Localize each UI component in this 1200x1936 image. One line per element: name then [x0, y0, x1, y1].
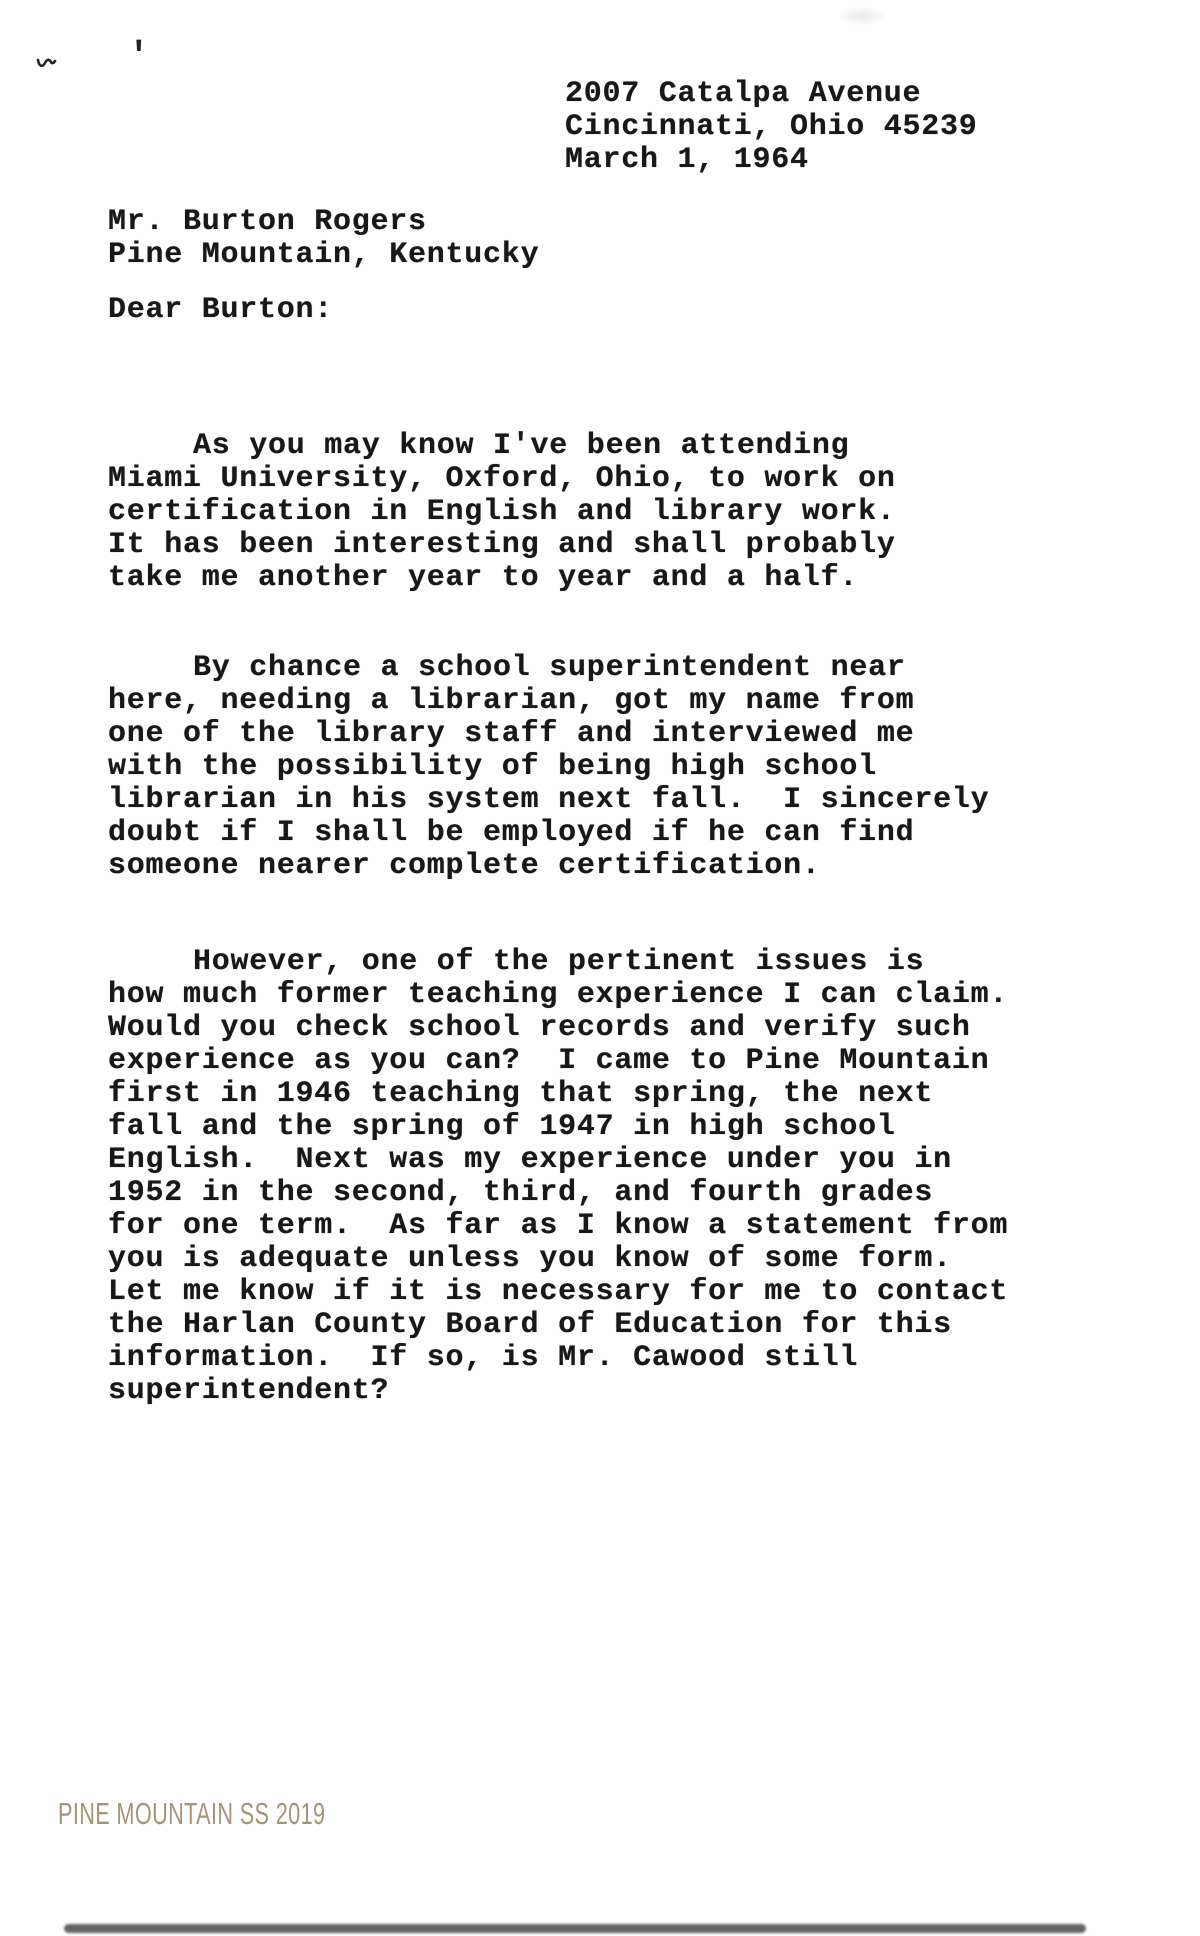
letter-line: fall and the spring of 1947 in high school [108, 1110, 896, 1144]
return-address-line: Cincinnati, Ohio 45239 [565, 110, 978, 144]
return-address-block [565, 78, 978, 177]
letter-paragraph [108, 652, 989, 883]
letter-line: here, needing a librarian, got my name from [108, 684, 915, 718]
letter-line: doubt if I shall be employed if he can find [108, 816, 915, 850]
pen-squiggle-icon [36, 55, 58, 73]
letter-line: one of the library staff and interviewed me [108, 717, 915, 751]
letter-line: the Harlan County Board of Education for this [108, 1308, 952, 1342]
letter-line: As you may know I've been attending [193, 429, 850, 463]
recipient-name: Mr. Burton Rogers [108, 205, 427, 239]
letter-line: information. If so, is Mr. Cawood still [108, 1341, 859, 1375]
letter-line: you is adequate unless you know of some form. [108, 1242, 952, 1276]
letter-line: someone nearer complete certification. [108, 849, 821, 883]
letter-line: However, one of the pertinent issues is [193, 945, 925, 979]
salutation: Dear Burton: [108, 293, 334, 327]
letter-line: It has been interesting and shall probably [108, 528, 896, 562]
letter-line: first in 1946 teaching that spring, the next [108, 1077, 934, 1111]
letter-date: March 1, 1964 [565, 143, 809, 177]
letter-line: By chance a school superintendent near [193, 651, 906, 685]
letter-line: certification in English and library work. [108, 495, 896, 529]
return-address-line: 2007 Catalpa Avenue [565, 77, 922, 111]
letter-line: experience as you can? I came to Pine Mountain [108, 1044, 990, 1078]
letter-line: Let me know if it is necessary for me to contact [108, 1275, 1009, 1309]
scan-smudge [838, 6, 886, 26]
letter-line: 1952 in the second, third, and fourth grades [108, 1176, 934, 1210]
letter-line: Would you check school records and verify such [108, 1011, 971, 1045]
letter-paragraph [108, 946, 1008, 1408]
stray-apostrophe-mark: ' [128, 36, 150, 77]
recipient-address: Pine Mountain, Kentucky [108, 238, 540, 272]
scanner-edge-bar [64, 1924, 1086, 1933]
letter-line: Miami University, Oxford, Ohio, to work on [108, 462, 896, 496]
letter-line: with the possibility of being high school [108, 750, 877, 784]
archive-watermark: PINE MOUNTAIN SS 2019 [58, 1796, 326, 1831]
letter-paragraph [108, 430, 896, 595]
letter-line: take me another year to year and a half. [108, 561, 859, 595]
letter-line: superintendent? [108, 1374, 390, 1408]
letter-line: how much former teaching experience I can claim. [108, 978, 1009, 1012]
letter-line: for one term. As far as I know a statement from [108, 1209, 1009, 1243]
letter-line: librarian in his system next fall. I sincerely [108, 783, 990, 817]
recipient-block [108, 206, 539, 272]
letter-line: English. Next was my experience under you in [108, 1143, 952, 1177]
